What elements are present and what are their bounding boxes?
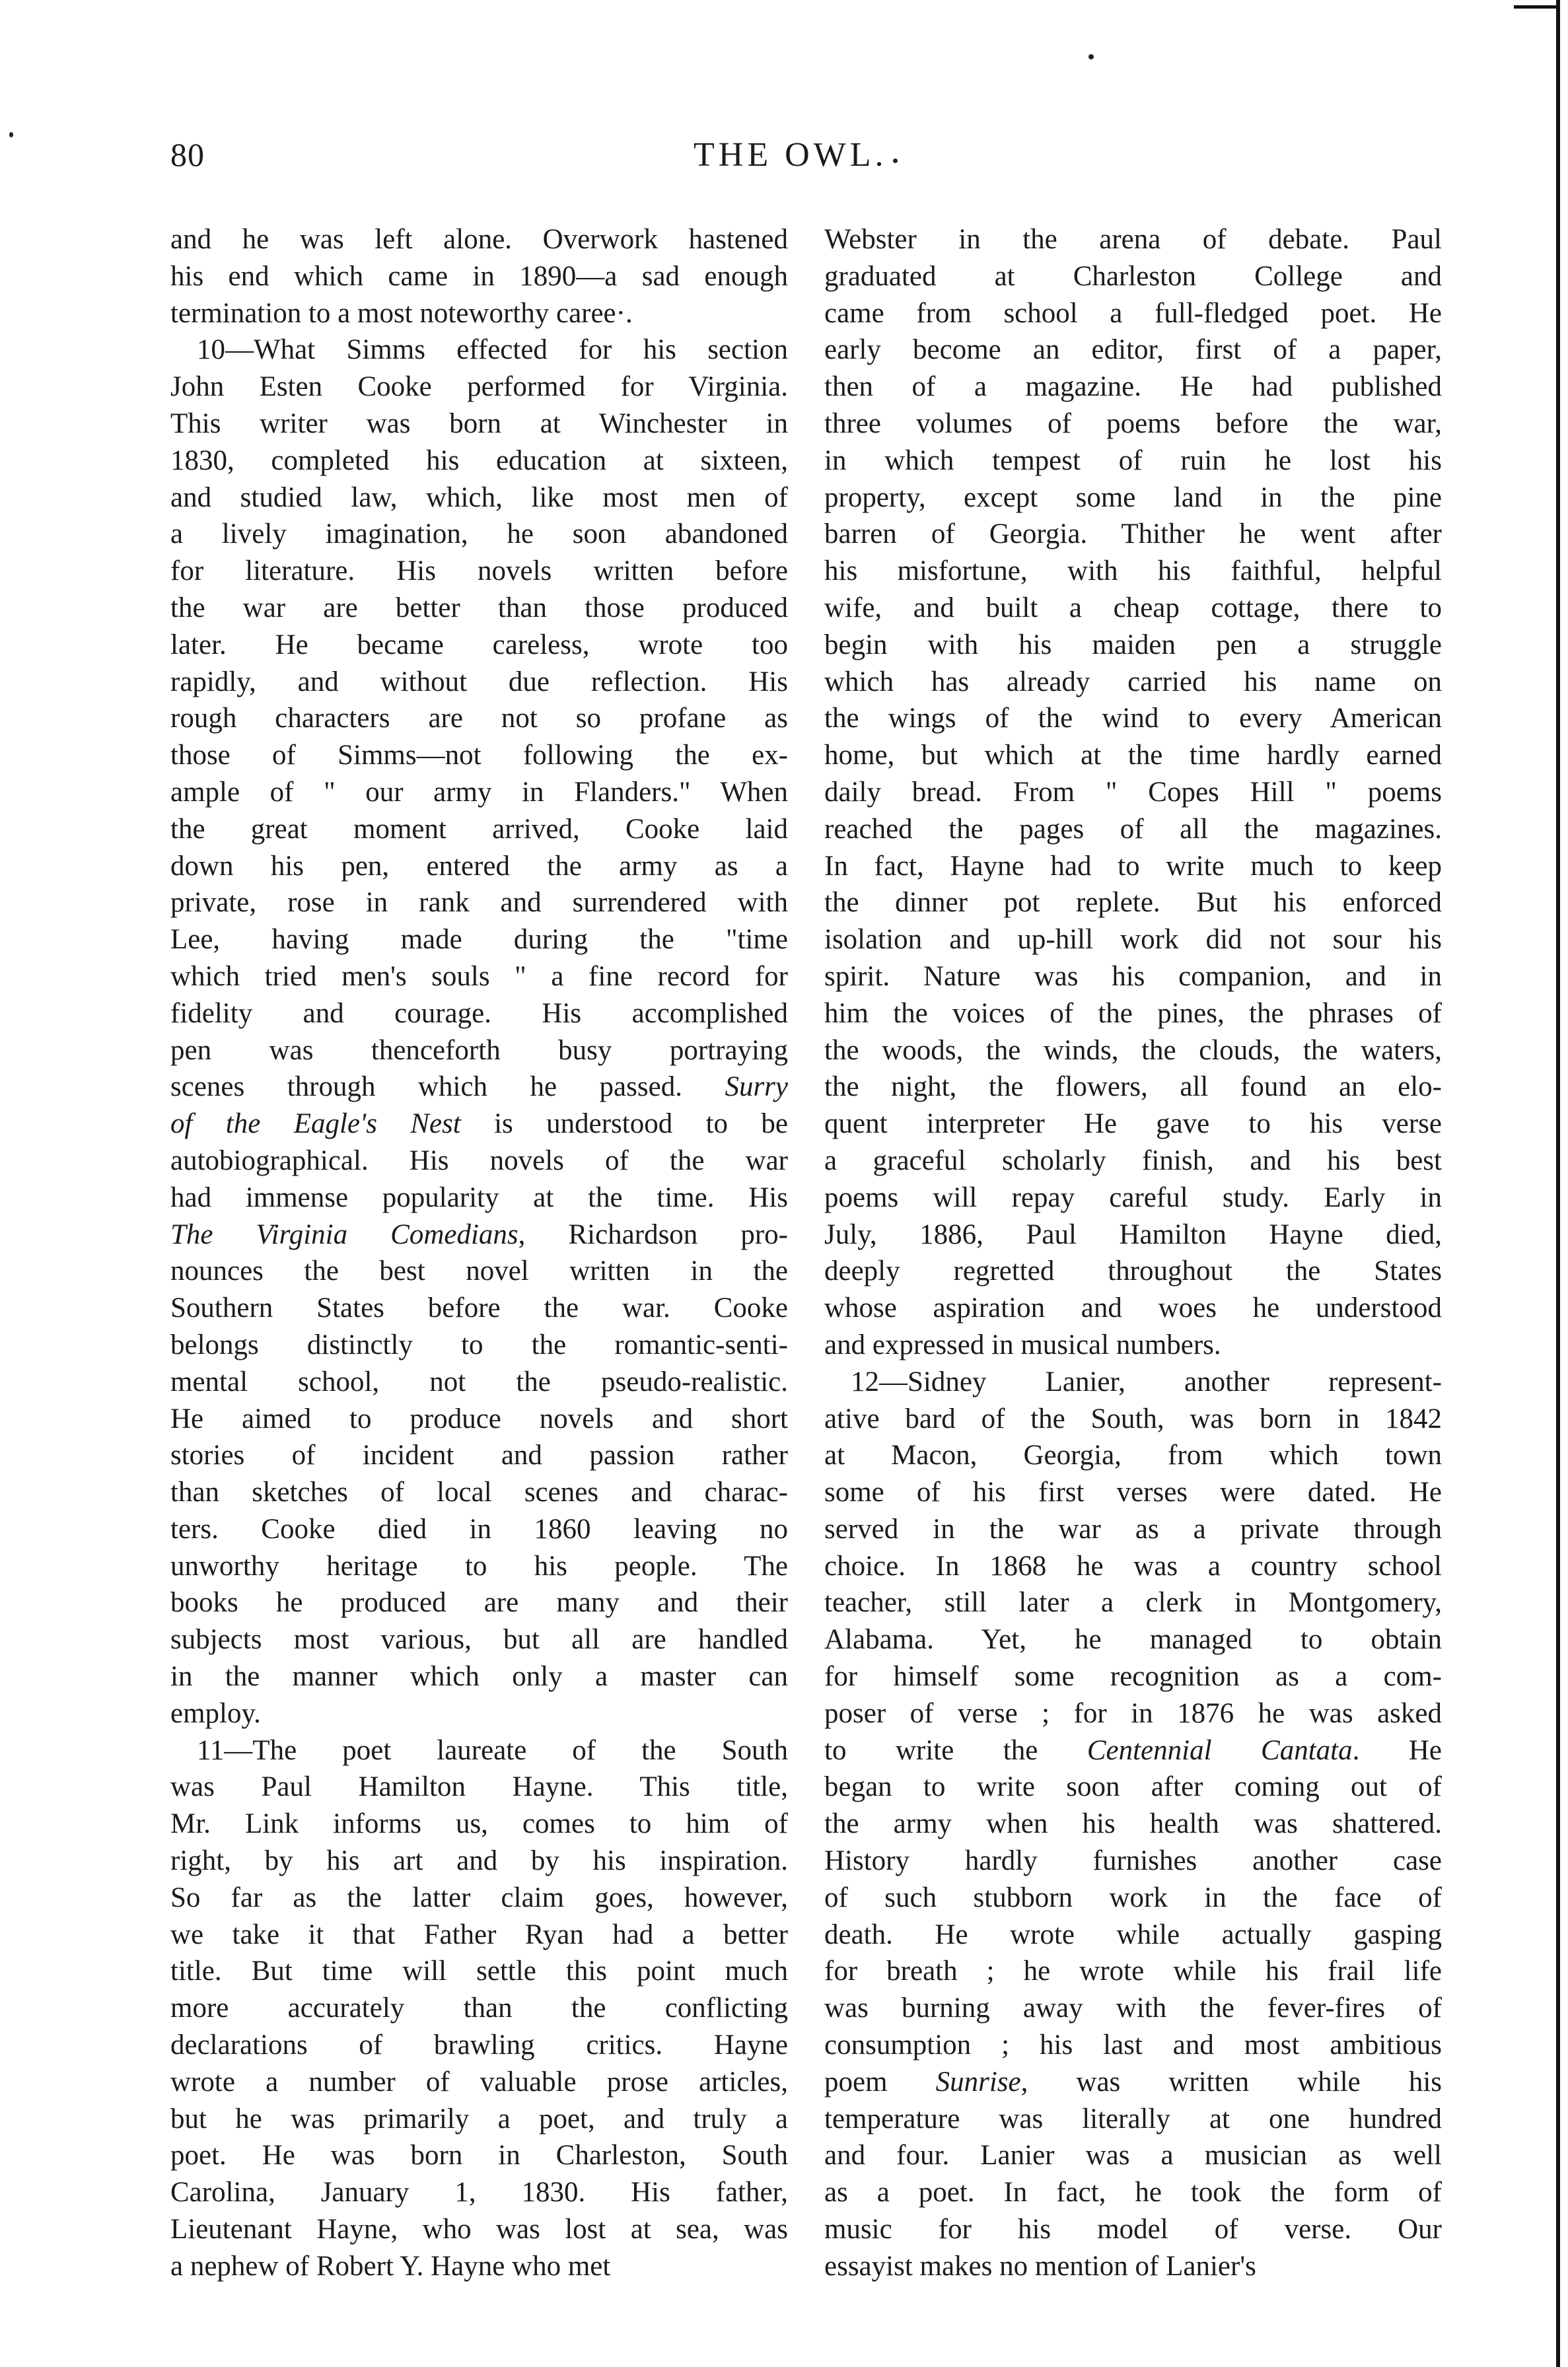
text-line: him the voices of the pines, the phrases of <box>824 997 1442 1029</box>
text-line: at Macon, Georgia, from which town <box>824 1440 1442 1471</box>
text-line: was Paul Hamilton Hayne. This title, <box>170 1771 788 1803</box>
text-line: served in the war as a private through <box>824 1513 1442 1545</box>
page-edge-rule <box>1556 0 1560 2367</box>
text-line: private, rose in rank and surrendered with <box>170 887 788 919</box>
text-line: He aimed to produce novels and short <box>170 1403 788 1434</box>
text-line: ters. Cooke died in 1860 leaving no <box>170 1513 788 1545</box>
text-line: home, but which at the time hardly earned <box>824 740 1442 771</box>
text-line: the woods, the winds, the clouds, the waters, <box>824 1034 1442 1066</box>
text-line: wrote a number of valuable prose articles, <box>170 2066 788 2098</box>
text-line: ative bard of the South, was born in 1842 <box>824 1403 1442 1434</box>
text-line: ample of " our army in Flanders." When <box>170 776 788 808</box>
text-line: a graceful scholarly finish, and his best <box>824 1145 1442 1176</box>
text-line: the war are better than those produced <box>170 592 788 623</box>
text-line: rapidly, and without due reflection. His <box>170 666 788 697</box>
text-line: rough characters are not so profane as <box>170 703 788 734</box>
text-line: music for his model of verse. Our <box>824 2214 1442 2245</box>
text-line: the night, the flowers, all found an elo- <box>824 1071 1442 1103</box>
speck <box>893 159 898 163</box>
text-line: and studied law, which, like most men of <box>170 481 788 513</box>
text-line: which has already carried his name on <box>824 666 1442 697</box>
text-line: autobiographical. His novels of the war <box>170 1145 788 1176</box>
text-line: of the Eagle's Nest is understood to be <box>170 1108 788 1140</box>
text-line: Lieutenant Hayne, who was lost at sea, was <box>170 2214 788 2245</box>
text-line: those of Simms—not following the ex- <box>170 740 788 771</box>
text-line: scenes through which he passed. Surry <box>170 1071 788 1103</box>
text-line: poems will repay careful study. Early in <box>824 1182 1442 1213</box>
text-line: a lively imagination, he soon abandoned <box>170 518 788 550</box>
text-line: but he was primarily a poet, and truly a <box>170 2103 788 2135</box>
text-line: subjects most various, but all are handled <box>170 1624 788 1656</box>
text-line: poet. He was born in Charleston, South <box>170 2140 788 2172</box>
text-line: poser of verse ; for in 1876 he was asked <box>824 1697 1442 1729</box>
text-line: whose aspiration and woes he understood <box>824 1292 1442 1324</box>
text-line: nounces the best novel written in the <box>170 1255 788 1287</box>
page-edge-cap <box>1514 5 1560 9</box>
text-line: Carolina, January 1, 1830. His father, <box>170 2177 788 2208</box>
text-line: later. He became careless, wrote too <box>170 629 788 660</box>
speck <box>1088 54 1094 59</box>
text-line: his misfortune, with his faithful, helpful <box>824 555 1442 587</box>
text-line: the wings of the wind to every American <box>824 703 1442 734</box>
text-line: books he produced are many and their <box>170 1587 788 1619</box>
text-line: 12—Sidney Lanier, another represent- <box>851 1366 1442 1397</box>
text-line: Southern States before the war. Cooke <box>170 1292 788 1324</box>
text-line: spirit. Nature was his companion, and in <box>824 960 1442 992</box>
text-line: reached the pages of all the magazines. <box>824 813 1442 845</box>
text-line: began to write soon after coming out of <box>824 1771 1442 1803</box>
text-line: right, by his art and by his inspiration. <box>170 1845 788 1877</box>
text-line: we take it that Father Ryan had a better <box>170 1919 788 1950</box>
text-line: title. But time will settle this point much <box>170 1956 788 1987</box>
text-line: teacher, still later a clerk in Montgomery, <box>824 1587 1442 1619</box>
text-line: stories of incident and passion rather <box>170 1440 788 1471</box>
text-line: deeply regretted throughout the States <box>824 1255 1442 1287</box>
text-line: belongs distinctly to the romantic-senti- <box>170 1329 788 1360</box>
text-line: death. He wrote while actually gasping <box>824 1919 1442 1950</box>
text-line: isolation and up-hill work did not sour his <box>824 924 1442 956</box>
text-line: had immense popularity at the time. His <box>170 1182 788 1213</box>
text-line: fidelity and courage. His accomplished <box>170 997 788 1029</box>
text-line: came from school a full-fledged poet. He <box>824 297 1442 329</box>
running-head: THE OWL. <box>694 136 888 174</box>
text-line: unworthy heritage to his people. The <box>170 1550 788 1582</box>
text-line: a nephew of Robert Y. Hayne who met <box>170 2250 611 2282</box>
text-line: than sketches of local scenes and charac- <box>170 1477 788 1508</box>
text-line: to write the Centennial Cantata. He <box>824 1734 1442 1766</box>
text-line: poem Sunrise, was written while his <box>824 2066 1442 2098</box>
text-line: early become an editor, first of a paper, <box>824 334 1442 366</box>
text-line: down his pen, entered the army as a <box>170 850 788 882</box>
text-line: The Virginia Comedians, Richardson pro- <box>170 1219 788 1250</box>
text-line: for breath ; he wrote while his frail life <box>824 1956 1442 1987</box>
text-line: property, except some land in the pine <box>824 481 1442 513</box>
text-line: wife, and built a cheap cottage, there to <box>824 592 1442 623</box>
text-line: termination to a most noteworthy caree·. <box>170 297 633 329</box>
text-line: 10—What Simms effected for his section <box>197 334 788 366</box>
text-line: of such stubborn work in the face of <box>824 1882 1442 1913</box>
text-line: for himself some recognition as a com- <box>824 1661 1442 1693</box>
text-line: and he was left alone. Overwork hastened <box>170 224 788 255</box>
text-line: the dinner pot replete. But his enforced <box>824 887 1442 919</box>
text-line: more accurately than the conflicting <box>170 1993 788 2024</box>
left-column <box>170 221 788 2285</box>
text-line: which tried men's souls " a fine record for <box>170 960 788 992</box>
text-line: essayist makes no mention of Lanier's <box>824 2250 1256 2282</box>
text-line: pen was thenceforth busy portraying <box>170 1034 788 1066</box>
text-line: Lee, having made during the "time <box>170 924 788 956</box>
text-line: Mr. Link informs us, comes to him of <box>170 1808 788 1840</box>
text-line: his end which came in 1890—a sad enough <box>170 260 788 292</box>
text-line: the army when his health was shattered. <box>824 1808 1442 1840</box>
right-column <box>824 221 1442 2285</box>
text-line: Alabama. Yet, he managed to obtain <box>824 1624 1442 1656</box>
text-line: History hardly furnishes another case <box>824 1845 1442 1877</box>
text-line: was burning away with the fever-fires of <box>824 1993 1442 2024</box>
text-line: temperature was literally at one hundred <box>824 2103 1442 2135</box>
text-line: So far as the latter claim goes, however, <box>170 1882 788 1913</box>
text-line: as a poet. In fact, he took the form of <box>824 2177 1442 2208</box>
text-line: in which tempest of ruin he lost his <box>824 444 1442 476</box>
text-line: some of his first verses were dated. He <box>824 1477 1442 1508</box>
text-line: in the manner which only a master can <box>170 1661 788 1693</box>
text-line: the great moment arrived, Cooke laid <box>170 813 788 845</box>
text-line: barren of Georgia. Thither he went after <box>824 518 1442 550</box>
text-line: 11—The poet laureate of the South <box>197 1734 788 1766</box>
text-line: for literature. His novels written before <box>170 555 788 587</box>
text-line: daily bread. From " Copes Hill " poems <box>824 776 1442 808</box>
text-line: July, 1886, Paul Hamilton Hayne died, <box>824 1219 1442 1250</box>
speck <box>9 132 13 137</box>
text-line: This writer was born at Winchester in <box>170 407 788 439</box>
text-line: three volumes of poems before the war, <box>824 407 1442 439</box>
text-line: employ. <box>170 1697 261 1729</box>
text-line: then of a magazine. He had published <box>824 371 1442 403</box>
text-line: and four. Lanier was a musician as well <box>824 2140 1442 2172</box>
text-line: consumption ; his last and most ambitious <box>824 2030 1442 2061</box>
text-line: choice. In 1868 he was a country school <box>824 1550 1442 1582</box>
text-line: mental school, not the pseudo-realistic. <box>170 1366 788 1397</box>
text-line: Webster in the arena of debate. Paul <box>824 224 1442 255</box>
text-line: 1830, completed his education at sixteen, <box>170 444 788 476</box>
text-line: In fact, Hayne had to write much to keep <box>824 850 1442 882</box>
page-number: 80 <box>170 136 205 173</box>
text-line: John Esten Cooke performed for Virginia. <box>170 371 788 403</box>
text-line: graduated at Charleston College and <box>824 260 1442 292</box>
text-line: begin with his maiden pen a struggle <box>824 629 1442 660</box>
text-line: declarations of brawling critics. Hayne <box>170 2030 788 2061</box>
text-line: quent interpreter He gave to his verse <box>824 1108 1442 1140</box>
text-line: and expressed in musical numbers. <box>824 1329 1221 1360</box>
